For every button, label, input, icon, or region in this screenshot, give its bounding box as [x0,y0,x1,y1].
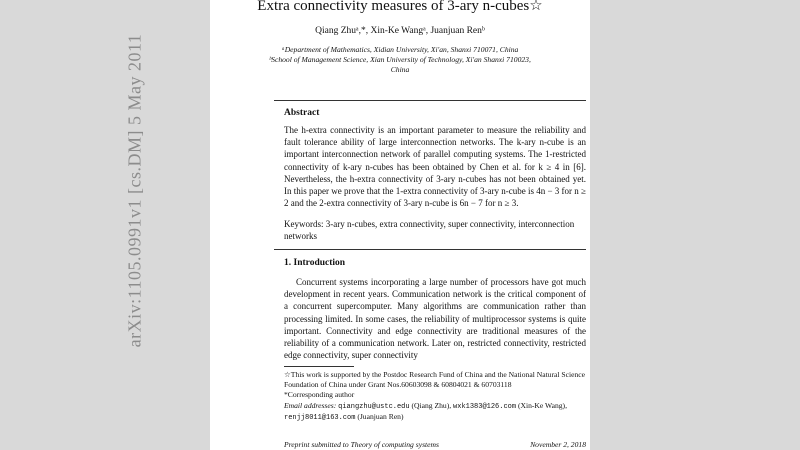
email-link-1[interactable]: qiangzhu@ustc.edu [338,402,410,411]
email-label: Email addresses: [284,400,337,410]
preprint-footer [284,440,586,449]
abstract-top-rule [274,100,586,101]
section-heading-introduction: 1. Introduction [284,258,346,268]
right-background [590,0,800,450]
affiliation-b: ᵇSchool of Management Science, Xian University of Technology, Xi'an Shanxi 710023, China [269,55,531,74]
footnote-funding: ☆This work is supported by the Postdoc Research Fund of China and the National Natural Science Foundation of China under Grant Nos.60603098 & 60804021 & 60703118 [284,370,586,390]
arxiv-identifier-stamp: arXiv:1105.0991v1 [cs.DM] 5 May 2011 [124,33,145,348]
email-link-3[interactable]: renjj8011@163.com [284,413,356,422]
keywords: Keywords: 3-ary n-cubes, extra connectivity, super connectivity, interconnection networks [284,219,575,241]
introduction-text: Concurrent systems incorporating a large number of processors have got much development in recent years. Communication network is the critical component of a concurrent supercomputer. Many algorithms are communication rather than processing limited. In some cases, the reliability of multiprocessor systems is quite important. Connectivity and edge connectivity are traditional measures of the reliability of a communication network. Later on, restricted connectivity, restricted edge connectivity, super connectivity [284,277,586,361]
footnote-rule [284,366,354,367]
abstract-bottom-rule [274,249,586,250]
footnote-emails [284,401,586,423]
affiliations [260,45,540,75]
footnotes [284,370,586,423]
left-background [0,0,210,450]
preprint-journal: Preprint submitted to Theory of computing systems [284,440,439,449]
email-link-2[interactable]: wxk1383@126.com [453,402,517,411]
paper-title: Extra connectivity measures of 3-ary n-cubes☆ [257,0,543,14]
paper-page [210,0,590,450]
affiliation-a: ᵃDepartment of Mathematics, Xidian University, Xi'an, Shanxi 710071, China [281,45,519,54]
abstract-text: The h-extra connectivity is an important parameter to measure the reliability and fault tolerance ability of large interconnection networks. The k-ary n-cube is an important interconnection network of parallel computing systems. The 1-restricted connectivity of k-ary n-cubes has been obtained by Chen et al. for k ≥ 4 in [6]. Nevertheless, the h-extra connectivity of 3-ary n-cubes has not been obtained yet. In this paper we prove that the 1-extra connectivity of 3-ary n-cube is 4n − 3 for n ≥ 2 and the 2-extra connectivity of 3-ary n-cube is 6n − 7 for n ≥ 3. [284,125,586,209]
email-owner-1: (Qiang Zhu), [411,400,452,410]
footnote-corresponding: *Corresponding author [284,390,355,400]
preprint-date: November 2, 2018 [530,440,586,449]
email-owner-3: (Juanjuan Ren) [357,411,404,421]
paper-authors: Qiang Zhuᵃ,*, Xin-Ke Wangᵃ, Juanjuan Renᵇ [315,26,485,36]
email-owner-2: (Xin-Ke Wang), [517,400,567,410]
abstract-heading: Abstract [284,108,320,118]
